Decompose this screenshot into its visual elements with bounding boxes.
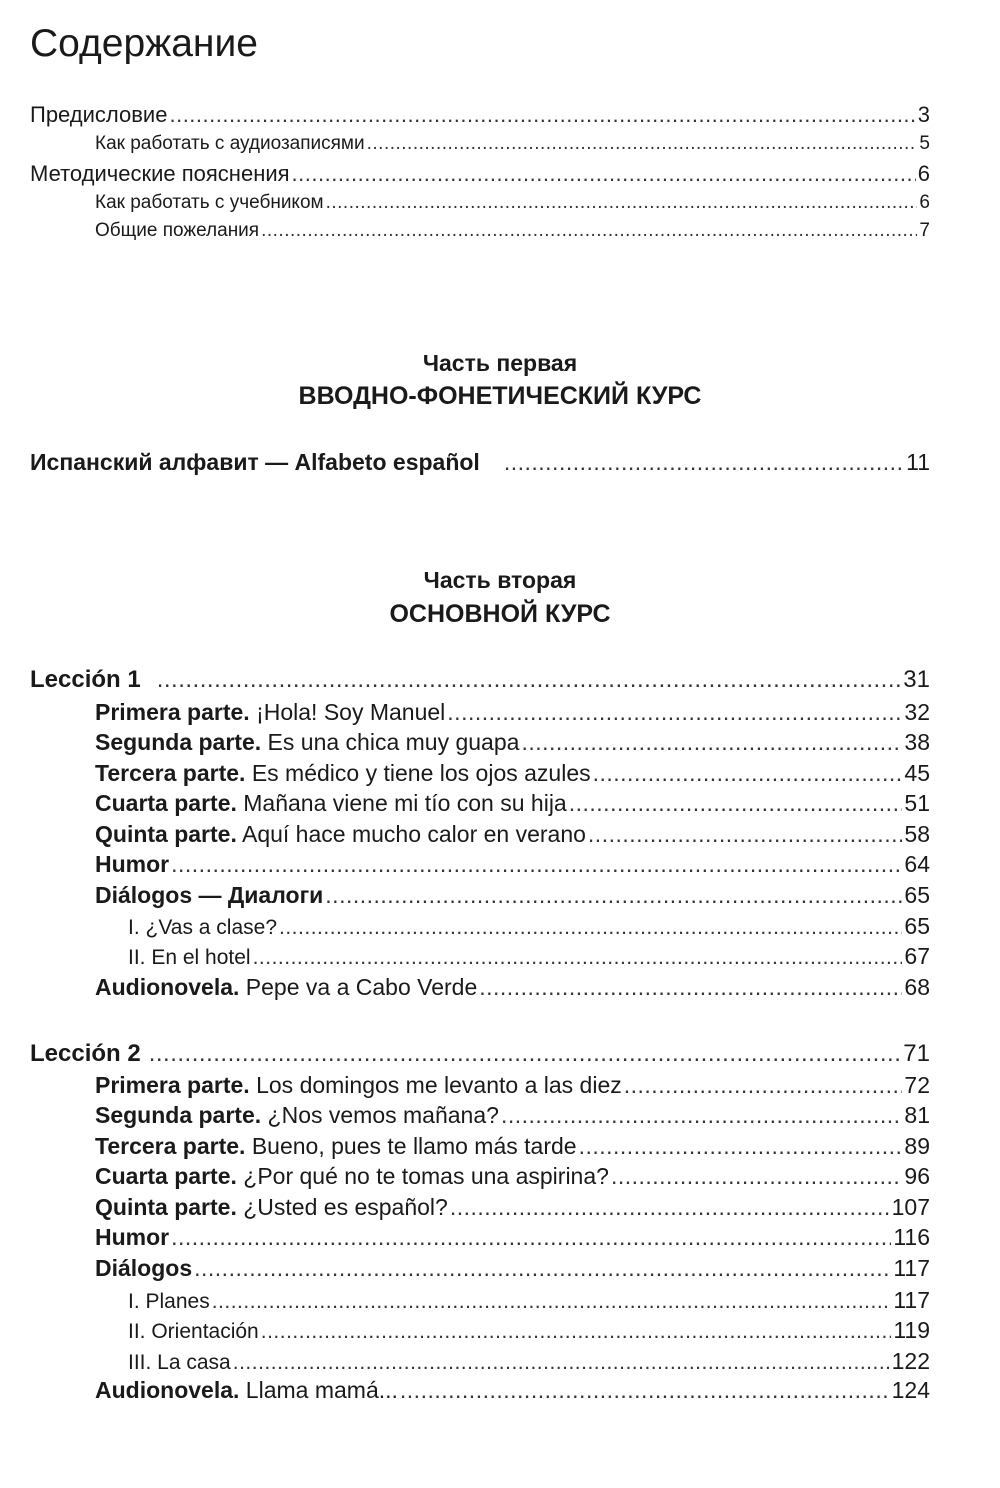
toc-label-text: ¿Nos vemos mañana?: [261, 1102, 499, 1128]
toc-page: 6: [917, 161, 930, 186]
toc-page: 11: [906, 449, 930, 475]
dot-leader: [579, 1133, 903, 1160]
toc-entry-lesson-2[interactable]: [30, 1040, 930, 1068]
toc-page: 65: [904, 882, 930, 908]
toc-entry-l1-part4[interactable]: [95, 790, 930, 817]
toc-label-bold: Diálogos — Диалоги: [95, 882, 324, 908]
toc-label-bold: Cuarta parte.: [95, 1163, 237, 1189]
dot-leader: [169, 102, 915, 128]
toc-entry-l1-part1[interactable]: [95, 699, 930, 726]
toc-label: Предисловие: [30, 102, 168, 127]
dot-leader: [569, 790, 903, 817]
dot-leader: [171, 851, 902, 878]
toc-entry-wishes[interactable]: [95, 220, 930, 242]
dot-leader: [212, 1290, 892, 1314]
part1-subtitle: Часть первая: [422, 350, 578, 376]
toc-page: 89: [904, 1133, 930, 1159]
toc-label-text: Bueno, pues te llamo más tarde: [245, 1133, 577, 1159]
toc-entry-l2-part1[interactable]: [95, 1072, 930, 1099]
toc-label-text: Pepe va a Cabo Verde: [239, 974, 478, 1000]
dot-leader: [479, 974, 902, 1001]
dot-leader: [400, 1377, 890, 1404]
toc-label-bold: Quinta parte.: [95, 1194, 237, 1220]
toc-label-text: ¿Por qué no te tomas una aspirina?: [236, 1163, 609, 1189]
dot-leader: [504, 449, 904, 476]
toc-label-bold: Humor: [95, 1224, 170, 1250]
dot-leader: [261, 220, 917, 242]
toc-entry-l2-humor[interactable]: [95, 1224, 930, 1251]
part2-subtitle: Часть вторая: [423, 567, 577, 593]
toc-label-text: III. La casa: [128, 1351, 231, 1374]
toc-entry-textbook[interactable]: [95, 192, 930, 214]
toc-page: 32: [904, 699, 930, 725]
toc-label: Lección 1: [30, 666, 141, 693]
toc-page: 107: [891, 1194, 930, 1220]
toc-page: 124: [891, 1377, 930, 1403]
toc-label-text: I. ¿Vas a clase?: [128, 916, 278, 939]
dot-leader: [261, 1320, 892, 1344]
toc-page: 71: [903, 1040, 930, 1067]
dot-leader: [521, 729, 902, 756]
toc-page: 38: [904, 729, 930, 755]
dot-leader: [588, 821, 902, 848]
toc-label-bold: Segunda parte.: [95, 1102, 262, 1128]
dot-leader: [253, 946, 903, 970]
toc-label-bold: Humor: [95, 851, 170, 877]
toc-label-text: ¿Usted es español?: [236, 1194, 448, 1220]
toc-entry-l1-dialog-2[interactable]: [128, 943, 930, 970]
dot-leader: [157, 666, 902, 694]
toc-page: 7: [919, 220, 930, 241]
dot-leader: [624, 1072, 903, 1099]
toc-page: 68: [904, 974, 930, 1000]
dot-leader: [501, 1102, 902, 1129]
toc-page: 45: [904, 760, 930, 786]
toc-label-text: ¡Hola! Soy Manuel: [249, 699, 446, 725]
dot-leader: [326, 192, 918, 214]
toc-entry-l2-dialog-2[interactable]: [128, 1317, 930, 1344]
dot-leader: [593, 760, 903, 787]
toc-label-text: Los domingos me levanto a las diez: [249, 1072, 622, 1098]
toc-page: 119: [893, 1317, 930, 1343]
toc-label: Как работать с учебником: [95, 192, 324, 213]
toc-entry-l1-part5[interactable]: [95, 821, 930, 848]
dot-leader: [279, 916, 902, 940]
dot-leader: [325, 882, 902, 909]
toc-label: Lección 2: [30, 1040, 141, 1067]
toc-page: 67: [904, 943, 930, 969]
toc-label-text: II. Orientación: [128, 1320, 259, 1343]
toc-label: Как работать с аудиозаписями: [95, 133, 365, 154]
toc-page: 122: [891, 1348, 930, 1374]
dot-leader: [233, 1351, 890, 1375]
toc-label-text: Es médico y tiene los ojos azules: [245, 760, 591, 786]
toc-entry-l2-dialogs[interactable]: [95, 1255, 930, 1282]
toc-page: 5: [919, 133, 930, 154]
toc-page: 6: [919, 192, 930, 213]
toc-label-bold: Primera parte.: [95, 699, 250, 725]
toc-label-bold: Segunda parte.: [95, 729, 262, 755]
toc-label-bold: Tercera parte.: [95, 760, 246, 786]
toc-entry-audio[interactable]: [95, 133, 930, 155]
toc-entry-l1-part3[interactable]: [95, 760, 930, 787]
toc-entry-alphabet[interactable]: [30, 449, 930, 476]
dot-leader: [149, 1040, 902, 1068]
dot-leader: [367, 133, 918, 155]
page-title: Содержание: [30, 22, 258, 65]
toc-page: 64: [904, 851, 930, 877]
toc-page: 51: [904, 790, 930, 816]
toc-label-text: I. Planes: [128, 1290, 210, 1313]
toc-label-bold: Audionovela.: [95, 1377, 240, 1403]
toc-label-text: II. En el hotel: [128, 946, 251, 969]
toc-label: Методические пояснения: [30, 161, 290, 186]
toc-page: 31: [903, 666, 930, 693]
toc-label-bold: Diálogos: [95, 1255, 193, 1281]
dot-leader: [194, 1255, 891, 1282]
dot-leader: [292, 161, 916, 187]
toc-entry-lesson-1[interactable]: [30, 666, 930, 694]
toc-page: 58: [904, 821, 930, 847]
toc-entry-preface[interactable]: [30, 102, 930, 128]
toc-entry-l2-part3[interactable]: [95, 1133, 930, 1160]
toc-page: 81: [904, 1102, 930, 1128]
dot-leader: [171, 1224, 891, 1251]
toc-entry-l1-part2[interactable]: [95, 729, 930, 756]
toc-entry-l2-audionovela[interactable]: [95, 1377, 930, 1404]
part2-title: ОСНОВНОЙ КУРС: [389, 600, 611, 628]
toc-label-bold: Primera parte.: [95, 1072, 250, 1098]
toc-entry-l2-dialog-3[interactable]: [128, 1348, 930, 1375]
toc-page: 116: [893, 1224, 930, 1250]
dot-leader: [447, 699, 902, 726]
toc-entry-l2-part4[interactable]: [95, 1163, 930, 1190]
toc-page: 3: [917, 102, 930, 127]
toc-page: 65: [904, 913, 930, 939]
toc-entry-methodology[interactable]: [30, 161, 930, 187]
part1-title: ВВОДНО-ФОНЕТИЧЕСКИЙ КУРС: [298, 382, 702, 410]
toc-entry-l1-dialogs[interactable]: [95, 882, 930, 909]
toc-entry-l1-humor[interactable]: [95, 851, 930, 878]
toc-label-text: Aquí hace mucho calor en verano: [236, 821, 586, 847]
toc-entry-l2-dialog-1[interactable]: [128, 1287, 930, 1314]
toc-entry-l1-audionovela[interactable]: [95, 974, 930, 1001]
toc-label-text: Mañana viene mi tío con su hija: [236, 790, 567, 816]
toc-label-text: Llama mamá...: [239, 1377, 398, 1403]
toc-label-bold: Quinta parte.: [95, 821, 237, 847]
dot-leader: [611, 1163, 902, 1190]
toc-label: Испанский алфавит — Alfabeto español: [30, 449, 480, 475]
toc-entry-l1-dialog-1[interactable]: [128, 913, 930, 940]
toc-page: 117: [893, 1255, 930, 1281]
dot-leader: [450, 1194, 890, 1221]
toc-page: 96: [904, 1163, 930, 1189]
toc-label-bold: Tercera parte.: [95, 1133, 246, 1159]
toc-entry-l2-part5[interactable]: [95, 1194, 930, 1221]
toc-entry-l2-part2[interactable]: [95, 1102, 930, 1129]
toc-page: 117: [893, 1287, 930, 1313]
toc-page: 72: [904, 1072, 930, 1098]
toc-label-bold: Cuarta parte.: [95, 790, 237, 816]
toc-label-text: Es una chica muy guapa: [261, 729, 520, 755]
toc-label-bold: Audionovela.: [95, 974, 240, 1000]
toc-label: Общие пожелания: [95, 220, 260, 241]
